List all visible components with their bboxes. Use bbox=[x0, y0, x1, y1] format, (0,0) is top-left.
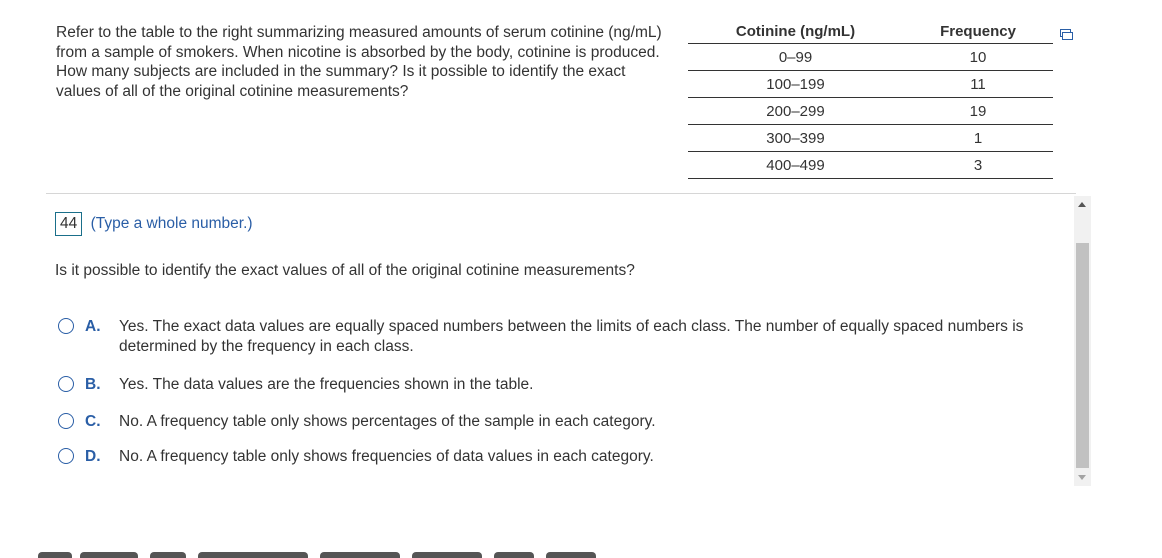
option-letter: B. bbox=[85, 376, 101, 393]
option-text: No. A frequency table only shows percentages of the sample in each category. bbox=[119, 413, 656, 430]
scroll-thumb[interactable] bbox=[1076, 243, 1089, 468]
table-row bbox=[688, 98, 1053, 125]
table-cell-class: 400–499 bbox=[688, 152, 903, 179]
table-row bbox=[688, 152, 1053, 179]
answer-row bbox=[55, 212, 253, 236]
option-letter: D. bbox=[85, 448, 101, 465]
option-text: Yes. The data values are the frequencies shown in the table. bbox=[119, 376, 534, 393]
answer-hint: (Type a whole number.) bbox=[90, 215, 253, 232]
radio-button-icon[interactable] bbox=[58, 318, 74, 334]
table-cell-class: 300–399 bbox=[688, 125, 903, 152]
option-text: Yes. The exact data values are equally spaced numbers between the limits of each class. The number of equally spaced numbers is determined by the frequency in each class. bbox=[119, 318, 1024, 355]
table-cell-class: 0–99 bbox=[688, 44, 903, 71]
copy-table-icon[interactable] bbox=[1060, 27, 1073, 38]
table-cell-class: 100–199 bbox=[688, 71, 903, 98]
option-letter: C. bbox=[85, 413, 101, 430]
table-row bbox=[688, 125, 1053, 152]
option-text: No. A frequency table only shows frequencies of data values in each category. bbox=[119, 448, 654, 465]
table-row bbox=[688, 44, 1053, 71]
vertical-scrollbar[interactable] bbox=[1074, 196, 1091, 486]
table-cell-frequency: 19 bbox=[903, 98, 1053, 125]
table-cell-class: 200–299 bbox=[688, 98, 903, 125]
frequency-table bbox=[688, 19, 1053, 179]
table-header-row bbox=[688, 19, 1053, 44]
table-cell-frequency: 11 bbox=[903, 71, 1053, 98]
subjects-answer-input[interactable]: 44 bbox=[55, 212, 82, 236]
table-row bbox=[688, 71, 1053, 98]
table-cell-frequency: 1 bbox=[903, 125, 1053, 152]
radio-button-icon[interactable] bbox=[58, 376, 74, 392]
scroll-up-arrow-icon[interactable] bbox=[1078, 202, 1086, 207]
scroll-down-arrow-icon[interactable] bbox=[1078, 475, 1086, 480]
section-divider bbox=[46, 193, 1076, 194]
question-text: Refer to the table to the right summarizing measured amounts of serum cotinine (ng/mL) from a sample of smokers. When nicotine is absorbed by the body, cotinine is produced. How many subjects are included in the summary? Is it possible to identify the exact values of all of the original cotinine measurements? bbox=[56, 24, 662, 100]
second-question-text: Is it possible to identify the exact values of all of the original cotinine measurements? bbox=[55, 262, 635, 279]
radio-button-icon[interactable] bbox=[58, 413, 74, 429]
clipped-instruction-text bbox=[38, 546, 678, 558]
table-cell-frequency: 3 bbox=[903, 152, 1053, 179]
radio-button-icon[interactable] bbox=[58, 448, 74, 464]
table-cell-frequency: 10 bbox=[903, 44, 1053, 71]
column-header-cotinine: Cotinine (ng/mL) bbox=[688, 19, 903, 44]
column-header-frequency: Frequency bbox=[903, 19, 1053, 44]
option-letter: A. bbox=[85, 318, 101, 335]
